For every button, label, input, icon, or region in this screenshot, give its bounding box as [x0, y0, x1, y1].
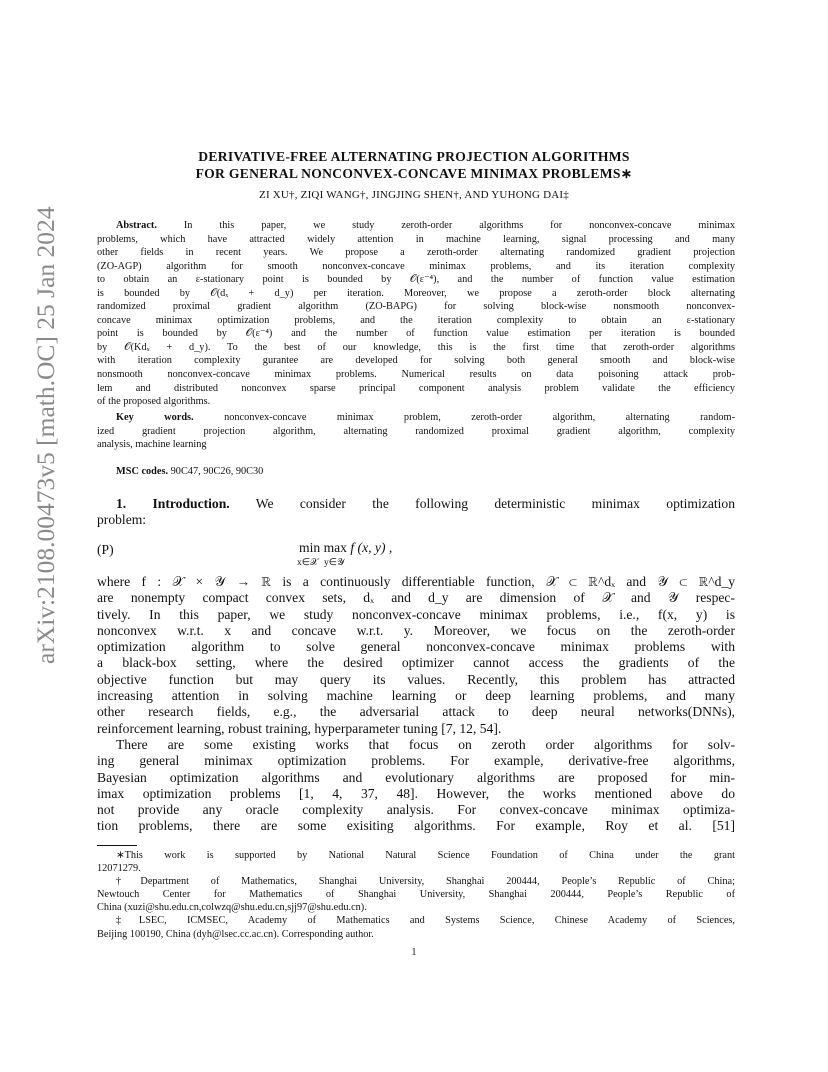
keywords	[97, 411, 735, 452]
arxiv-identifier-svg	[20, 206, 64, 664]
abstract-line: (ZO-AGP) algorithm for smooth nonconvex-concave minimax problems, and its iteration complexity	[97, 260, 735, 272]
footnote-line: China (xuzi@shu.edu.cn,colwzq@shu.edu.cn,sjj97@shu.edu.cn).	[97, 902, 367, 914]
equation-min: min	[299, 540, 321, 555]
abstract-line: of the proposed algorithms.	[97, 396, 211, 408]
intro-line	[97, 496, 735, 512]
body-line: ing general minimax optimization problems. For example, derivative-free algorithms,	[97, 753, 735, 769]
arxiv-identifier-text: arXiv:2108.00473v5 [math.OC] 25 Jan 2024	[31, 206, 60, 664]
footnote-rule	[97, 845, 137, 846]
equation-min-subscript: x∈𝒳	[297, 558, 319, 568]
equation-max-subscript: y∈𝒴	[324, 558, 345, 568]
body-line: reinforcement learning, robust training, hyperparameter tuning [7, 12, 54].	[97, 720, 502, 736]
body-line: Bayesian optimization algorithms and evolutionary algorithms are proposed for min-	[97, 769, 735, 785]
section-heading: 1. Introduction.	[116, 496, 230, 511]
footnote-line: †Department of Mathematics, Shanghai University, Shanghai 200444, People’s Republic of China;	[116, 876, 735, 888]
abstract-line: is bounded by 𝒪(dₓ + d_y) per iteration. Moreover, we propose a zeroth-order block alternating	[97, 287, 735, 299]
abstract-line: point is bounded by 𝒪(ε⁻⁴) and the number of function value estimation per iteration is bounded	[97, 328, 735, 340]
abstract-line: lem and distributed nonconvex sparse principal component analysis problem validate the efficiency	[97, 382, 735, 394]
body-line: tion problems, there are some exisiting algorithms. For example, Roy et al. [51]	[97, 818, 735, 834]
footnote-line: Beijing 100190, China (dyh@lsec.cc.ac.cn). Corresponding author.	[97, 928, 374, 940]
keywords-line: ized gradient projection algorithm, alternating randomized proximal gradient algorithm, complexity	[97, 425, 735, 437]
body-line: imax optimization problems [1, 4, 37, 48]. However, the works mentioned above do	[97, 785, 735, 801]
body-line: increasing attention in solving machine learning or deep learning problems, and many	[97, 688, 735, 704]
abstract-line: concave minimax optimization problems, and the iteration complexity to obtain an ε-stationary	[97, 314, 735, 326]
abstract	[97, 219, 735, 409]
body-line: tively. In this paper, we study nonconvex-concave minimax problems, i.e., f(x, y) is	[97, 606, 735, 622]
keywords-line: analysis, machine learning	[97, 439, 207, 451]
abstract-line: problems, which have attracted widely attention in machine learning, signal processing and many	[97, 233, 735, 245]
abstract-line: nonsmooth nonconvex-concave minimax problems. Numerical results on data poisoning attack prob-	[97, 369, 735, 381]
abstract-line: by 𝒪(Kdₓ + d_y). To the best of our knowledge, this is the first time that zeroth-order algorithms	[97, 341, 735, 353]
equation-body	[297, 540, 393, 568]
footnote-line: Newtouch Center for Mathematics of Shanghai University, Shanghai 200444, People’s Republic of	[97, 889, 735, 901]
abstract-line	[97, 219, 735, 233]
keywords-heading: Key words.	[116, 412, 194, 423]
msc-codes	[116, 466, 263, 477]
footnote-line: 12071279.	[97, 863, 141, 875]
body-line: where f : 𝒳 × 𝒴 → ℝ is a continuously differentiable function, 𝒳 ⊂ ℝ^dₓ and 𝒴 ⊂ ℝ^d_y	[97, 574, 735, 589]
abstract-line: other fields in recent years. We propose a zeroth-order alternating randomized gradient projection	[97, 247, 735, 259]
intro-line: problem:	[97, 512, 147, 528]
body-line: other research fields, e.g., the adversarial attack to deep neural networks(DNNs),	[97, 704, 735, 720]
keywords-line	[97, 411, 735, 425]
body-line: not provide any oracle complexity analysis. For convex-concave minimax optimiza-	[97, 802, 735, 818]
footnote-line: ‡LSEC, ICMSEC, Academy of Mathematics and Systems Science, Chinese Academy of Sciences,	[116, 915, 735, 927]
equation-p	[97, 540, 735, 570]
keywords-line-text: nonconvex-concave minimax problem, zeroth-order algorithm, alternating random-	[224, 412, 735, 423]
body-line: nonconvex w.r.t. x and concave w.r.t. y. Moreover, we focus on the zeroth-order	[97, 622, 735, 638]
equation-function: f (x, y) ,	[350, 540, 393, 555]
footnote-line: ∗This work is supported by National Natural Science Foundation of China under the grant	[116, 850, 735, 861]
title-line-2: FOR GENERAL NONCONVEX-CONCAVE MINIMAX PROBLEMS∗	[195, 165, 633, 181]
author-list: ZI XU†, ZIQI WANG†, JINGJING SHEN†, AND YUHONG DAI‡	[259, 189, 569, 201]
body-text	[97, 574, 735, 835]
abstract-heading: Abstract.	[116, 220, 157, 231]
footnotes	[97, 849, 735, 941]
title-line-1: DERIVATIVE-FREE ALTERNATING PROJECTION ALGORITHMS	[198, 149, 630, 164]
abstract-line: randomized proximal gradient algorithm (ZO-BAPG) for solving block-wise nonsmooth nonconvex-	[97, 301, 735, 313]
arxiv-identifier[interactable]	[20, 206, 64, 664]
body-line: There are some existing works that focus on zeroth order algorithms for solv-	[116, 736, 735, 752]
intro-line-text: We consider the following deterministic minimax optimization	[255, 496, 735, 511]
paper-title	[60, 149, 768, 182]
abstract-line: with iteration complexity gurantee are developed for solving both general smooth and block-wise	[97, 355, 735, 367]
body-line: optimization algorithm to solve general nonconvex-concave minimax problems with	[97, 639, 735, 655]
body-line: objective function but may query its values. Recently, this problem has attracted	[97, 671, 735, 687]
introduction-opening	[97, 496, 735, 529]
body-line: are nonempty compact convex sets, dₓ and d_y are dimension of 𝒳 and 𝒴 respec-	[97, 590, 735, 606]
page-number: 1	[411, 947, 417, 958]
msc-text: 90C47, 90C26, 90C30	[170, 466, 264, 477]
abstract-line: to obtain an ε-stationary point is bounded by 𝒪(ε⁻⁴), and the number of function value estimation	[97, 274, 735, 286]
abstract-line-text: In this paper, we study zeroth-order algorithms for nonconvex-concave minimax	[183, 220, 736, 231]
equation-max: max	[323, 540, 347, 555]
msc-heading: MSC codes.	[116, 466, 169, 477]
equation-label: (P)	[97, 542, 114, 557]
body-line: a black-box setting, where the desired optimizer cannot access the gradients of the	[97, 655, 735, 671]
